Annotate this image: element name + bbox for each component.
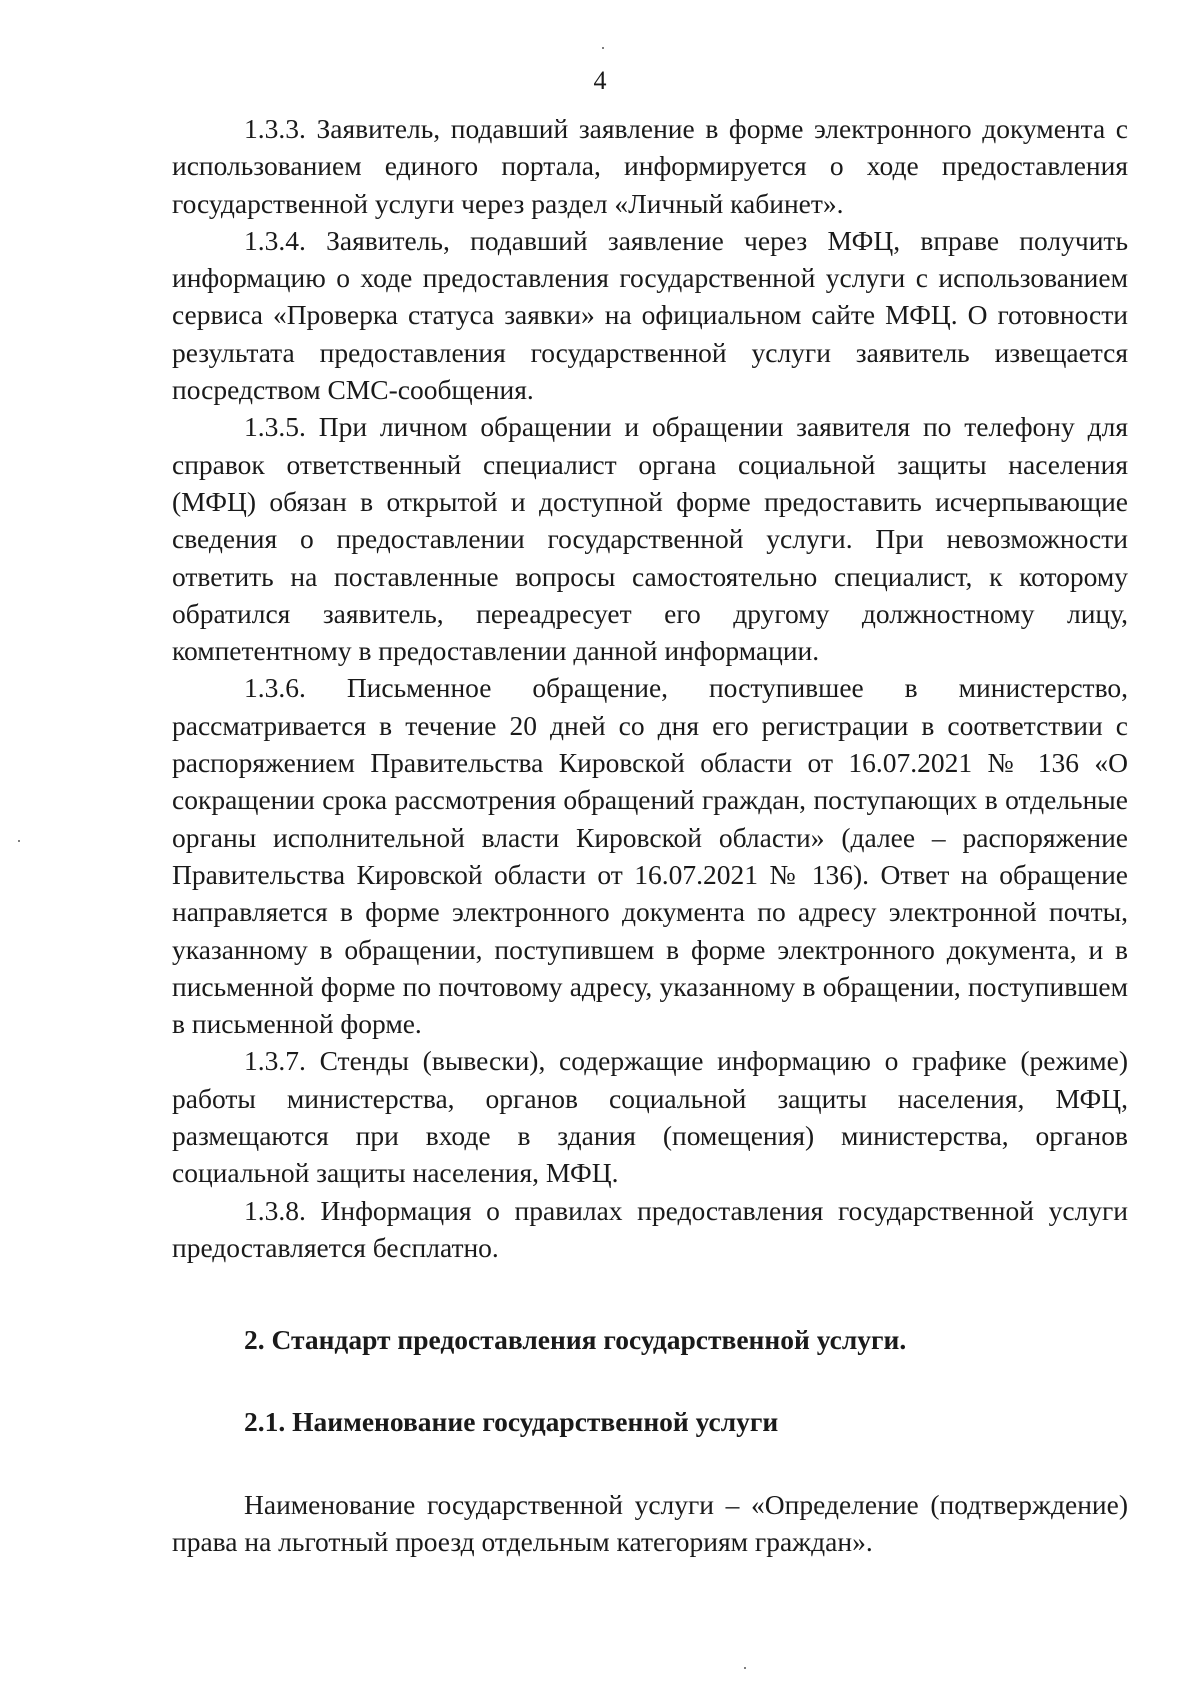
paragraph-1-3-6: 1.3.6. Письменное обращение, поступившее в министерство, рассматривается в течение 20 дней со дня его регистрации в соответствии с распоряжением Правительства Кировской области от 16.07.2021 № 136 «О сокращении срока рассмотрения обращений граждан, поступающих в отдельные органы исполнительной власти Кировской области» (далее – распоряжение Правительства Кировской области от 16.07.2021 № 136). Ответ на обращение направляется в форме электронного документа по адресу электронной почты, указанному в обращении, поступившем в форме электронного документа, и в письменной форме по почтовому адресу, указанному в обращении, поступившем в письменной форме. bbox=[172, 672, 1128, 1040]
paragraph-1-3-3: 1.3.3. Заявитель, подавший заявление в форме электронного документа с использованием единого портала, информируется о ходе предоставления государственной услуги через раздел «Личный кабинет». bbox=[172, 113, 1128, 219]
paragraph-1-3-5: 1.3.5. При личном обращении и обращении заявителя по телефону для справок ответственный специалист органа социальной защиты населения (МФЦ) обязан в открытой и доступной форме предоставить исчерпывающие сведения о предоставлении государственной услуги. При невозможности ответить на поставленные вопросы самостоятельно специалист, к которому обратился заявитель, переадресует его другому должностному лицу, компетентному в предоставлении данной информации. bbox=[172, 411, 1128, 667]
subsection-heading: 2.1. Наименование государственной услуги bbox=[244, 1405, 779, 1437]
scan-speck bbox=[602, 47, 604, 49]
paragraph-1-3-8: 1.3.8. Информация о правилах предоставления государственной услуги предоставляется бесплатно. bbox=[172, 1194, 1128, 1263]
page-number: 4 bbox=[593, 66, 607, 95]
service-name-paragraph: Наименование государственной услуги – «Определение (подтверждение) права на льготный проезд отдельным категориям граждан». bbox=[172, 1488, 1128, 1558]
paragraph-1-3-4: 1.3.4. Заявитель, подавший заявление через МФЦ, вправе получить информацию о ходе предоставления государственной услуги с использованием сервиса «Проверка статуса заявки» на официальном сайте МФЦ. О готовности результата предоставления государственной услуги заявитель извещается посредством СМС-сообщения. bbox=[172, 224, 1128, 406]
document-body bbox=[172, 110, 1128, 1560]
scan-speck bbox=[18, 840, 20, 842]
paragraph-1-3-7: 1.3.7. Стенды (вывески), содержащие информацию о графике (режиме) работы министерства, органов социальной защиты населения, МФЦ, размещаются при входе в здания (помещения) министерства, органов социальной защиты населения, МФЦ. bbox=[172, 1045, 1128, 1189]
section-heading: 2. Стандарт предоставления государственной услуги. bbox=[244, 1324, 907, 1356]
scan-speck bbox=[744, 1667, 746, 1669]
